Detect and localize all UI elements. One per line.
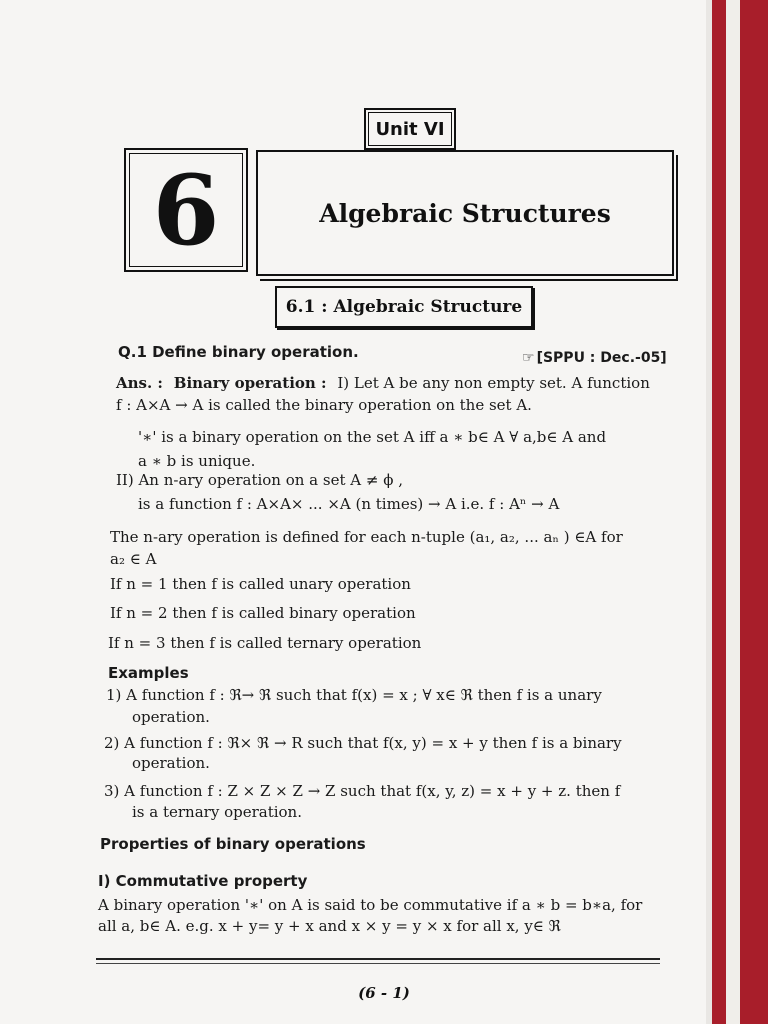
- examples-heading: Examples: [108, 664, 189, 682]
- example-2-line-1: 2) A function f : ℜ× ℜ → R such that f(x, y) = x + y then f is a binary: [104, 734, 622, 752]
- reference-text: [SPPU : Dec.-05]: [536, 350, 667, 366]
- sppu-reference: [522, 350, 667, 367]
- question-1: Q.1 Define binary operation.: [118, 343, 359, 361]
- commutative-line-1: A binary operation '∗' on A is said to be commutative if a ∗ b = b∗a, for: [98, 896, 643, 914]
- properties-heading: Properties of binary operations: [100, 835, 366, 853]
- example-1-line-2: operation.: [132, 708, 210, 726]
- commutative-heading: I) Commutative property: [98, 872, 308, 890]
- chapter-title: Algebraic Structures: [256, 150, 674, 276]
- pointing-hand-icon: ☞: [522, 350, 535, 366]
- page-number: (6 - 1): [358, 984, 410, 1002]
- answer-heading: Binary operation :: [173, 374, 327, 392]
- answer-line-9: If n = 1 then f is called unary operation: [110, 575, 411, 593]
- answer-line-7: The n-ary operation is defined for each n-tuple (a₁, a₂, ... aₙ ) ∈A for: [110, 528, 623, 546]
- answer-line-6: is a function f : A×A× ... ×A (n times) → A i.e. f : Aⁿ → A: [138, 495, 560, 513]
- answer-text: I) Let A be any non empty set. A function: [337, 374, 650, 392]
- example-2-line-2: operation.: [132, 754, 210, 772]
- chapter-number: 6: [124, 148, 248, 272]
- answer-line-11: If n = 3 then f is called ternary operation: [108, 634, 422, 652]
- example-3-line-2: is a ternary operation.: [132, 803, 302, 821]
- answer-line-8: a₂ ∈ A: [110, 550, 157, 568]
- answer-line-5: II) An n-ary operation on a set A ≠ ϕ ,: [116, 471, 403, 489]
- answer-label: Ans. :: [116, 374, 163, 392]
- answer-line-2: f : A×A → A is called the binary operation on the set A.: [116, 396, 532, 414]
- answer-line-3: '∗' is a binary operation on the set A iff a ∗ b∈ A ∀ a,b∈ A and: [138, 428, 607, 446]
- answer-line-1: [116, 374, 650, 392]
- answer-line-4: a ∗ b is unique.: [138, 452, 256, 470]
- footer-rule: [96, 958, 660, 960]
- answer-line-10: If n = 2 then f is called binary operation: [110, 604, 416, 622]
- section-title: 6.1 : Algebraic Structure: [275, 286, 533, 328]
- unit-label: Unit VI: [364, 108, 456, 150]
- example-1-line-1: 1) A function f : ℜ→ ℜ such that f(x) = x ; ∀ x∈ ℜ then f is a unary: [106, 686, 602, 704]
- footer-rule-thin: [96, 963, 660, 964]
- commutative-line-2: all a, b∈ A. e.g. x + y= y + x and x × y = y × x for all x, y∈ ℜ: [98, 917, 561, 935]
- example-3-line-1: 3) A function f : Z × Z × Z → Z such that f(x, y, z) = x + y + z. then f: [104, 782, 621, 800]
